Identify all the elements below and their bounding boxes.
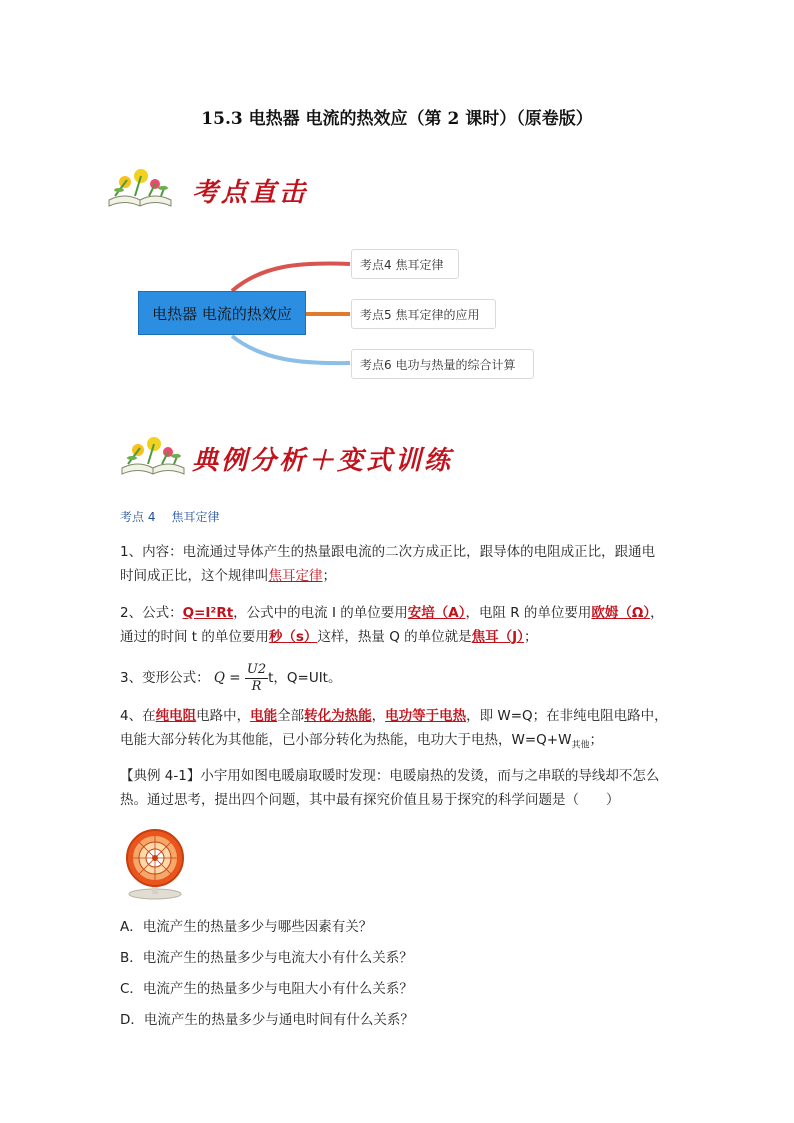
book-flowers-icon xyxy=(105,166,175,210)
electric-heater-icon xyxy=(118,828,192,900)
kaodian-label xyxy=(120,508,235,525)
kaodian-number: 考点 4 xyxy=(120,510,156,524)
content-paragraph-2: 2、公式：Q=I²Rt，公式中的电流 I 的单位要用安培（A），电阻 R 的单位要用欧姆（Ω）， 通过的时间 t 的单位要用秒（s）这样，热量 Q 的单位就是焦耳（J）； xyxy=(120,605,664,645)
mindmap-center-node: 电热器 电流的热效应 xyxy=(138,291,306,335)
content-paragraph-4: 4、在纯电阻电路中，电能全部转化为热能，电功等于电热，即 W=Q；在非纯电阻电路中， 电能大部分转化为其他能，已小部分转化为热能，电功大于电热，$W=Q+W_{其他}$； xyxy=(120,708,668,751)
mindmap-node-kaodian-4: 考点4 焦耳定律 xyxy=(351,249,459,279)
content-paragraph-3: 3、变形公式： Q = $\frac{U2}{R}$ t，Q=UIt。 xyxy=(120,661,342,694)
formula-fraction: $\frac{U2}{R}$ xyxy=(246,661,267,694)
formula-joule: Q=I²Rt xyxy=(182,605,234,621)
section-title-kaodian: 考点直击 xyxy=(192,178,309,208)
example-question: 【典例 4-1】小宇用如图电暖扇取暖时发现：电暖扇热的发烫，而与之串联的导线却不怎么 热。通过思考，提出四个问题，其中最有探究价值且易于探究的科学问题是（ ） xyxy=(120,768,660,808)
section-title-dianli: 典例分析＋变式训练 xyxy=(192,446,454,476)
option-d: D．电流产生的热量多少与通电时间有什么关系？ xyxy=(120,1012,414,1028)
section-header-kaodian xyxy=(105,166,175,214)
section-header-dianli xyxy=(118,434,188,482)
page-title: 15.3 电热器 电流的热效应（第 2 课时）（原卷版） xyxy=(201,109,593,129)
term-jiaoer-dinglv: 焦耳定律 xyxy=(268,568,323,584)
option-c: C．电流产生的热量多少与电阻大小有什么关系？ xyxy=(120,981,413,997)
mindmap-node-kaodian-5: 考点5 焦耳定律的应用 xyxy=(351,299,496,329)
option-b: B．电流产生的热量多少与电流大小有什么关系？ xyxy=(120,950,413,966)
mindmap-node-kaodian-6: 考点6 电功与热量的综合计算 xyxy=(351,349,534,379)
content-paragraph-1: 1、内容：电流通过导体产生的热量跟电流的二次方成正比，跟导体的电阻成正比，跟通电 时间成正比，这个规律叫焦耳定律； xyxy=(120,544,656,584)
book-flowers-icon xyxy=(118,434,188,478)
option-a: A．电流产生的热量多少与哪些因素有关？ xyxy=(120,919,373,935)
kaodian-name: 焦耳定律 xyxy=(171,510,220,524)
